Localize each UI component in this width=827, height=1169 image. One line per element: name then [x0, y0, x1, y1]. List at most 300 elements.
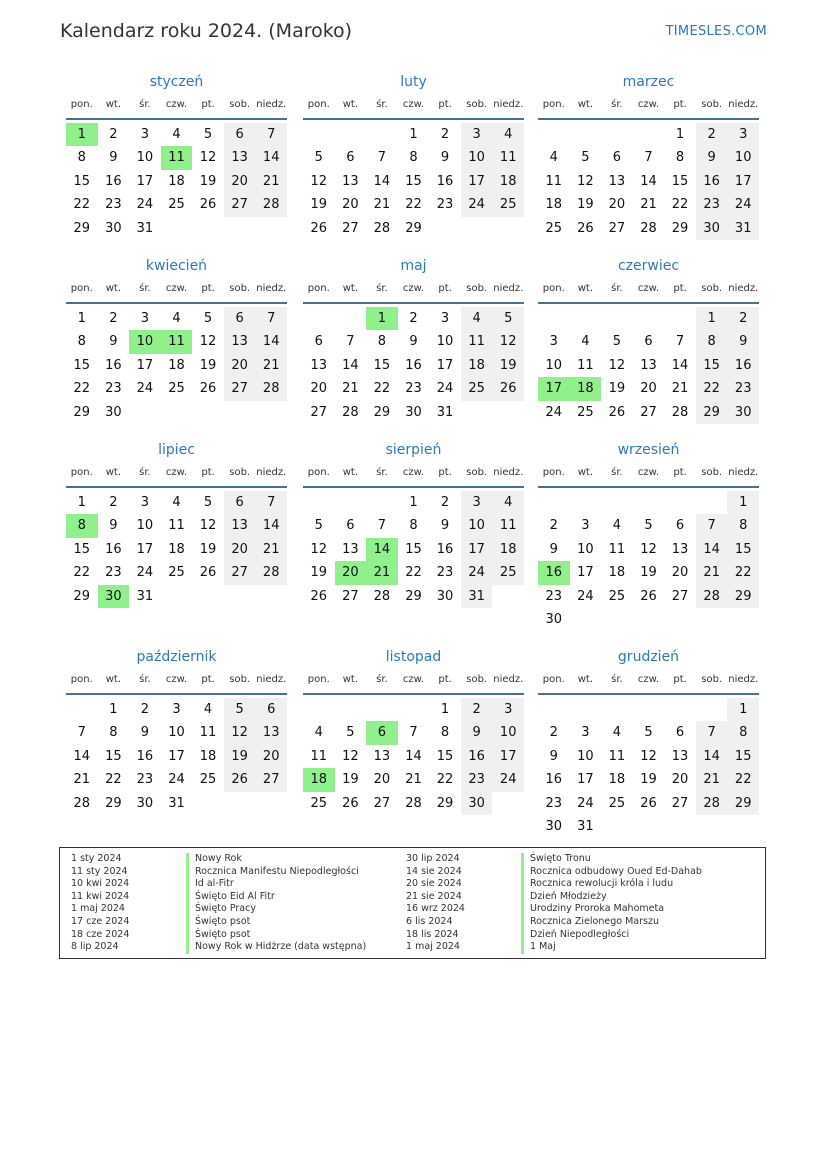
weekday-label: pon.: [542, 467, 565, 478]
day-cell: 7: [255, 123, 287, 146]
day-cell: 1: [409, 127, 418, 142]
day-cell: 29: [105, 795, 122, 811]
day-cell: 6: [224, 123, 256, 146]
weekday-label: pon.: [542, 99, 565, 110]
month-10: [66, 647, 287, 815]
weekday-label: czw.: [165, 283, 188, 294]
day-cell: 16: [136, 748, 154, 764]
weekday-header: [538, 92, 759, 120]
day-cell: 7: [377, 150, 387, 166]
month-11: [303, 647, 524, 815]
day-cell: 10: [136, 518, 154, 534]
day-cell: 24: [727, 193, 759, 216]
day-cell: 13: [373, 748, 391, 764]
day-cell: 22: [696, 377, 728, 400]
day-cell: 9: [549, 748, 558, 764]
day-cell: 4: [581, 334, 590, 350]
day-cell: 31: [136, 220, 154, 236]
day-cell: 7: [696, 514, 728, 537]
holiday-name: Id al-Fitr: [186, 878, 234, 891]
weekday-label: wt.: [577, 283, 593, 294]
month-name: luty: [400, 74, 427, 90]
day-cell: 1: [77, 495, 86, 510]
weekday-label: pon.: [307, 467, 330, 478]
day-cell: 30: [545, 818, 563, 834]
day-cell: 23: [545, 588, 563, 604]
day-cell: 13: [342, 541, 359, 557]
day-cell: 5: [492, 307, 524, 330]
day-cell: 16: [105, 357, 122, 373]
weekday-label: pt.: [438, 99, 452, 110]
holiday-day: 17: [538, 377, 570, 400]
weekday-header: [303, 667, 524, 695]
day-cell: 15: [405, 173, 422, 189]
day-cell: 17: [577, 565, 594, 581]
day-grid: [303, 307, 524, 424]
day-cell: 28: [696, 792, 728, 815]
day-cell: 3: [492, 698, 524, 721]
day-cell: 15: [671, 173, 689, 189]
day-cell: 19: [310, 565, 328, 581]
day-cell: 7: [696, 721, 728, 744]
weekday-header: [538, 460, 759, 488]
day-cell: 12: [199, 334, 217, 350]
day-cell: 1: [440, 702, 450, 717]
day-cell: 28: [640, 220, 657, 236]
day-cell: 10: [136, 150, 154, 166]
day-cell: 21: [640, 197, 657, 213]
day-cell: 26: [224, 768, 256, 791]
day-cell: 7: [644, 150, 653, 166]
month-3: [538, 72, 759, 240]
holiday-row: [406, 866, 756, 879]
day-cell: 3: [727, 123, 759, 146]
day-cell: 29: [727, 792, 759, 815]
weekday-label: pt.: [438, 283, 452, 294]
holiday-day: 8: [66, 514, 98, 537]
day-cell: 4: [461, 307, 493, 330]
month-name: czerwiec: [617, 258, 680, 274]
weekday-label: pon.: [307, 99, 330, 110]
holiday-row: [71, 916, 401, 929]
month-name: październik: [136, 649, 217, 665]
day-cell: 27: [640, 404, 657, 420]
month-2: [303, 72, 524, 240]
holiday-name: Urodziny Proroka Mahometa: [521, 903, 664, 916]
day-cell: 29: [727, 585, 759, 608]
day-cell: 5: [612, 334, 622, 350]
month-name: sierpień: [385, 442, 442, 458]
day-cell: 27: [224, 377, 256, 400]
day-cell: 16: [405, 357, 422, 373]
day-cell: 17: [577, 772, 594, 788]
weekday-label: niedz.: [493, 283, 524, 294]
month-name: wrzesień: [617, 442, 680, 458]
day-cell: 6: [612, 150, 622, 166]
day-cell: 11: [608, 748, 626, 764]
day-cell: 29: [436, 795, 454, 811]
day-cell: 19: [199, 357, 217, 373]
day-cell: 19: [577, 197, 594, 213]
holiday-row: [71, 853, 401, 866]
holiday-name: Święto Tronu: [521, 853, 591, 866]
day-cell: 4: [612, 518, 622, 534]
weekday-label: czw.: [402, 99, 425, 110]
weekday-header: [303, 276, 524, 304]
day-cell: 16: [105, 541, 122, 557]
day-cell: 30: [105, 220, 122, 236]
day-cell: 23: [405, 381, 422, 397]
day-cell: 2: [409, 311, 418, 326]
empty-day: [366, 491, 398, 514]
day-cell: 12: [640, 748, 657, 764]
day-cell: 28: [405, 795, 422, 811]
day-cell: 29: [73, 588, 91, 604]
weekday-label: sob.: [701, 99, 723, 110]
day-cell: 27: [224, 193, 256, 216]
day-cell: 16: [436, 541, 454, 557]
empty-day: [570, 123, 602, 146]
weekday-label: czw.: [637, 467, 660, 478]
day-cell: 2: [109, 311, 118, 326]
day-cell: 16: [105, 173, 122, 189]
holiday-date: 6 lis 2024: [406, 915, 453, 927]
weekday-label: czw.: [402, 467, 425, 478]
day-cell: 25: [492, 193, 524, 216]
site-link[interactable]: TIMESLES.COM: [665, 24, 767, 39]
empty-day: [696, 491, 728, 514]
day-cell: 24: [168, 772, 185, 788]
month-7: [66, 440, 287, 608]
day-cell: 6: [346, 518, 355, 534]
day-cell: 2: [109, 127, 118, 142]
holiday-name: Rocznica Zielonego Marszu: [521, 916, 659, 929]
holiday-row: [406, 929, 756, 942]
day-cell: 15: [73, 357, 91, 373]
weekday-label: śr.: [611, 467, 623, 478]
weekday-label: pon.: [542, 283, 565, 294]
day-cell: 5: [314, 150, 323, 166]
weekday-label: pt.: [673, 674, 687, 685]
holiday-day: 18: [303, 768, 335, 791]
holiday-day: 6: [366, 721, 398, 744]
holiday-day: 11: [161, 146, 193, 169]
weekday-label: niedz.: [493, 99, 524, 110]
day-cell: 12: [492, 330, 524, 353]
day-cell: 9: [140, 725, 150, 741]
month-name: listopad: [385, 649, 442, 665]
day-cell: 7: [255, 491, 287, 514]
day-cell: 3: [461, 491, 493, 514]
day-cell: 6: [675, 518, 685, 534]
day-cell: 17: [727, 170, 759, 193]
day-cell: 4: [203, 702, 213, 717]
empty-day: [664, 491, 696, 514]
weekday-label: wt.: [342, 674, 358, 685]
day-cell: 30: [461, 792, 493, 815]
empty-day: [696, 698, 728, 721]
empty-day: [303, 698, 335, 721]
day-cell: 21: [73, 772, 91, 788]
day-grid: [66, 698, 287, 815]
day-cell: 25: [168, 565, 185, 581]
day-cell: 2: [696, 123, 728, 146]
day-cell: 29: [671, 220, 689, 236]
day-cell: 10: [492, 721, 524, 744]
empty-day: [303, 307, 335, 330]
holiday-name: Rocznica odbudowy Oued Ed-Dahab: [521, 866, 702, 879]
weekday-label: wt.: [342, 283, 358, 294]
day-cell: 9: [109, 150, 118, 166]
day-cell: 28: [373, 588, 391, 604]
day-cell: 22: [405, 565, 422, 581]
day-cell: 26: [310, 220, 328, 236]
weekday-label: sob.: [701, 467, 723, 478]
day-cell: 28: [671, 404, 689, 420]
day-cell: 26: [342, 795, 359, 811]
day-cell: 17: [436, 357, 454, 373]
day-cell: 11: [199, 725, 217, 741]
weekday-label: sob.: [466, 674, 488, 685]
day-cell: 17: [136, 357, 154, 373]
day-cell: 30: [405, 404, 422, 420]
day-cell: 1: [696, 307, 728, 330]
weekday-label: śr.: [139, 674, 151, 685]
weekday-label: pon.: [70, 674, 93, 685]
month-name: marzec: [622, 74, 675, 90]
weekday-header: [66, 92, 287, 120]
day-cell: 23: [436, 197, 454, 213]
weekday-label: niedz.: [728, 674, 759, 685]
holiday-row: [406, 878, 756, 891]
day-cell: 27: [255, 768, 287, 791]
month-name: maj: [400, 258, 427, 274]
day-cell: 18: [168, 173, 185, 189]
day-grid: [303, 123, 524, 240]
day-cell: 13: [671, 541, 689, 557]
day-cell: 23: [545, 795, 563, 811]
day-cell: 9: [109, 518, 118, 534]
day-cell: 22: [727, 561, 759, 584]
day-cell: 20: [640, 381, 657, 397]
weekday-label: śr.: [139, 99, 151, 110]
day-cell: 4: [314, 725, 323, 741]
holiday-name: 1 Maj: [521, 941, 556, 954]
day-cell: 2: [727, 307, 759, 330]
weekday-label: pt.: [201, 283, 215, 294]
day-cell: 25: [461, 377, 493, 400]
day-cell: 25: [168, 197, 185, 213]
day-cell: 8: [109, 725, 118, 741]
weekday-label: sob.: [229, 674, 251, 685]
empty-day: [303, 123, 335, 146]
weekday-header: [538, 667, 759, 695]
weekday-label: pon.: [307, 283, 330, 294]
empty-day: [601, 491, 633, 514]
weekday-label: sob.: [701, 674, 723, 685]
holiday-day: 1: [66, 123, 98, 146]
weekday-label: niedz.: [493, 467, 524, 478]
day-cell: 2: [109, 495, 118, 510]
day-cell: 25: [310, 795, 328, 811]
day-cell: 24: [461, 561, 493, 584]
day-cell: 26: [577, 220, 594, 236]
day-cell: 8: [409, 150, 418, 166]
day-cell: 1: [675, 127, 685, 142]
day-cell: 25: [199, 772, 217, 788]
day-cell: 28: [373, 220, 391, 236]
day-cell: 14: [671, 357, 689, 373]
weekday-label: czw.: [165, 674, 188, 685]
day-cell: 18: [199, 748, 217, 764]
weekday-label: śr.: [376, 99, 388, 110]
day-cell: 29: [405, 220, 422, 236]
day-cell: 11: [168, 518, 185, 534]
day-cell: 7: [346, 334, 355, 350]
empty-day: [335, 123, 367, 146]
day-cell: 24: [545, 404, 563, 420]
day-cell: 8: [77, 150, 86, 166]
day-cell: 1: [77, 311, 86, 326]
weekday-label: niedz.: [728, 467, 759, 478]
day-cell: 31: [136, 588, 154, 604]
day-cell: 26: [640, 795, 657, 811]
day-cell: 6: [224, 491, 256, 514]
day-cell: 16: [727, 354, 759, 377]
day-grid: [66, 491, 287, 608]
day-cell: 8: [727, 514, 759, 537]
weekday-label: niedz.: [493, 674, 524, 685]
empty-day: [570, 491, 602, 514]
weekday-label: wt.: [105, 467, 121, 478]
day-cell: 23: [436, 565, 454, 581]
day-cell: 5: [203, 127, 213, 142]
empty-day: [335, 698, 367, 721]
day-cell: 22: [73, 381, 91, 397]
day-cell: 15: [727, 538, 759, 561]
day-cell: 20: [671, 565, 689, 581]
weekday-label: niedz.: [256, 99, 287, 110]
day-cell: 5: [644, 725, 653, 741]
day-cell: 24: [492, 768, 524, 791]
weekday-label: śr.: [139, 467, 151, 478]
day-cell: 13: [224, 330, 256, 353]
day-cell: 19: [199, 541, 217, 557]
day-cell: 26: [492, 377, 524, 400]
holiday-name: Rocznica Manifestu Niepodległości: [186, 866, 359, 879]
weekday-label: pt.: [201, 674, 215, 685]
day-cell: 22: [671, 197, 689, 213]
day-cell: 23: [105, 381, 122, 397]
day-cell: 12: [608, 357, 626, 373]
weekday-label: pon.: [542, 674, 565, 685]
holiday-name: Rocznica rewolucji króla i ludu: [521, 878, 673, 891]
day-cell: 1: [409, 495, 418, 510]
day-cell: 3: [581, 725, 590, 741]
weekday-label: pon.: [70, 99, 93, 110]
day-cell: 20: [342, 197, 359, 213]
day-cell: 9: [440, 150, 450, 166]
day-cell: 3: [140, 495, 150, 510]
day-cell: 26: [199, 381, 217, 397]
day-cell: 8: [77, 334, 86, 350]
weekday-label: niedz.: [256, 674, 287, 685]
day-cell: 5: [346, 725, 355, 741]
day-cell: 20: [255, 745, 287, 768]
holiday-name: Święto Eid Al Fitr: [186, 891, 275, 904]
day-cell: 13: [224, 514, 256, 537]
day-cell: 23: [461, 768, 493, 791]
month-name: lipiec: [158, 442, 195, 458]
day-cell: 31: [436, 404, 454, 420]
day-cell: 13: [640, 357, 657, 373]
day-cell: 17: [461, 538, 493, 561]
day-cell: 13: [255, 721, 287, 744]
day-cell: 30: [105, 404, 122, 420]
day-cell: 16: [436, 173, 454, 189]
holiday-date: 17 cze 2024: [71, 915, 130, 927]
holiday-date: 18 lis 2024: [406, 928, 459, 940]
weekday-header: [66, 667, 287, 695]
day-cell: 25: [492, 561, 524, 584]
day-cell: 23: [105, 565, 122, 581]
day-grid: [303, 491, 524, 608]
empty-day: [366, 698, 398, 721]
weekday-header: [66, 276, 287, 304]
weekday-label: czw.: [402, 674, 425, 685]
day-cell: 9: [440, 518, 450, 534]
empty-day: [366, 123, 398, 146]
day-cell: 24: [577, 588, 594, 604]
day-cell: 10: [577, 748, 594, 764]
weekday-label: niedz.: [256, 467, 287, 478]
day-cell: 8: [696, 330, 728, 353]
day-cell: 30: [727, 401, 759, 424]
weekday-label: czw.: [637, 99, 660, 110]
day-cell: 13: [608, 173, 626, 189]
day-cell: 17: [168, 748, 185, 764]
weekday-label: czw.: [165, 99, 188, 110]
holiday-day: 14: [366, 538, 398, 561]
weekday-label: wt.: [342, 99, 358, 110]
day-cell: 8: [675, 150, 685, 166]
weekday-label: niedz.: [728, 283, 759, 294]
weekday-label: czw.: [637, 674, 660, 685]
day-cell: 26: [199, 197, 217, 213]
weekday-label: śr.: [611, 99, 623, 110]
day-cell: 27: [373, 795, 391, 811]
weekday-label: sob.: [229, 283, 251, 294]
day-cell: 22: [73, 197, 91, 213]
day-cell: 30: [436, 588, 454, 604]
day-cell: 17: [461, 170, 493, 193]
holiday-row: [71, 929, 401, 942]
weekday-label: sob.: [466, 99, 488, 110]
day-cell: 18: [545, 197, 563, 213]
day-cell: 8: [440, 725, 450, 741]
weekday-label: pon.: [70, 283, 93, 294]
day-cell: 4: [492, 491, 524, 514]
empty-day: [633, 491, 665, 514]
month-1: [66, 72, 287, 240]
day-cell: 19: [492, 354, 524, 377]
day-cell: 8: [727, 721, 759, 744]
day-cell: 4: [492, 123, 524, 146]
day-cell: 24: [436, 381, 454, 397]
holiday-row: [406, 853, 756, 866]
holiday-day: 20: [335, 561, 367, 584]
day-cell: 15: [373, 357, 391, 373]
